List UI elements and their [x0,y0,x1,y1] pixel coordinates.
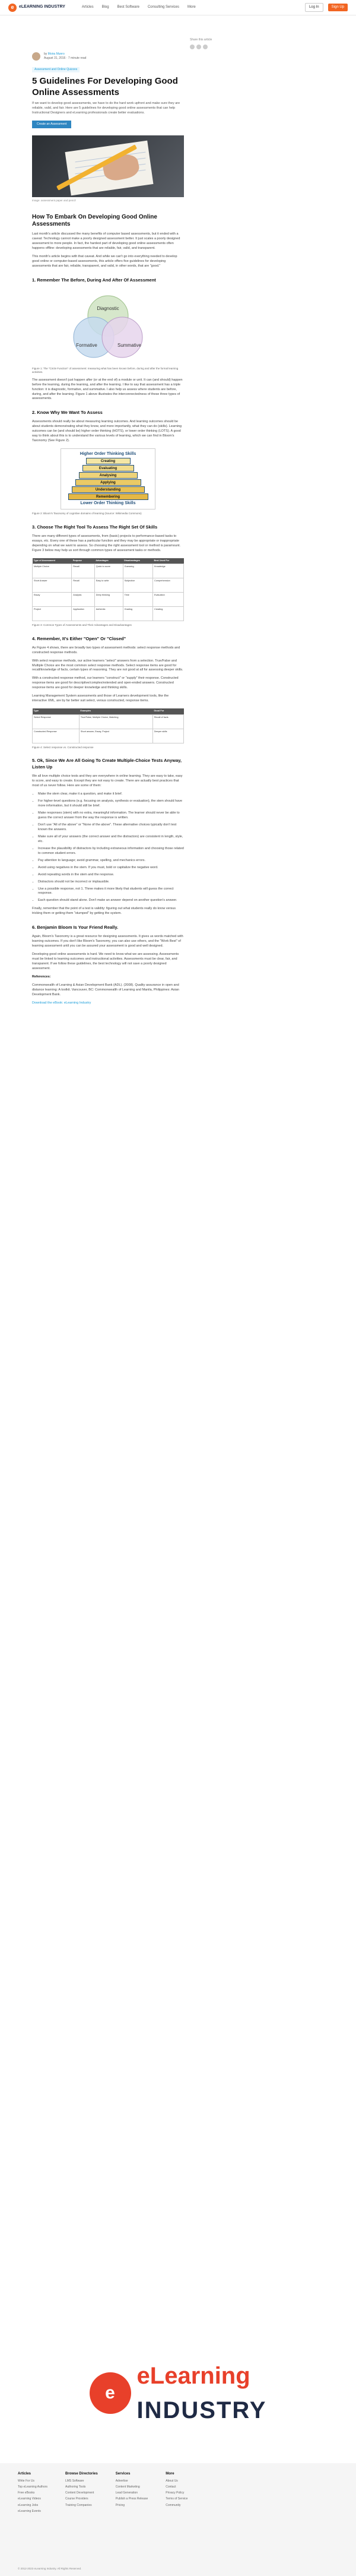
table-cell: Essay [33,593,72,607]
footer-link[interactable]: Community [166,2503,181,2507]
table-cell: Guessing [123,564,152,578]
guideline-4-heading: 4. Remember, It's Either "Open" Or "Closed" [32,635,126,641]
section-paragraph: As Figure 4 shows, there are broadly two types of assessment methods: select response methods and constructed response methods. [32,645,180,654]
footer-link[interactable]: Content Marketing [115,2485,140,2489]
copyright: © 2012-2023 eLearning Industry. All Rights Reserved. [18,2567,82,2571]
facebook-icon[interactable] [190,45,195,49]
twitter-icon[interactable] [196,45,201,49]
footer-col [116,2471,148,2568]
table-cell: Evaluation [152,593,183,607]
nav-item-more[interactable]: More [187,5,196,10]
table-row [33,593,184,607]
list-item: • Make responses (stem) with no extra, meaningful information. The learner should never be able to guess the correct answer from the way the response is written. [38,811,184,821]
table-cell: Short answer, Essay, Project [79,729,152,743]
list-item: • Distractors should not be incorrect or implausible. [38,880,184,885]
footer-link[interactable]: eLearning Jobs [18,2503,39,2507]
table-row [33,564,184,578]
share-icons [190,45,225,49]
footer-link[interactable]: eLearning Videos [18,2497,41,2501]
table-header: Best Used For [152,558,183,564]
section-paragraph: Again, Bloom's Taxonomy is a great resource for designing assessments. It gives us words matched with learning outcomes. If you don't like Bloom's Taxonomy, you can also use others, and the "Work Best" of learning assessment until you can be assured your assessment is good and well designed. [32,935,183,948]
footer-col-title: Articles [18,2472,31,2476]
publish-date: August 31, 2016 [44,56,66,61]
hero-credit: Image: assessment paper and pencil [32,199,76,202]
blooms-pyramid [61,448,155,509]
list-item: • Use a possible response, not 1. Three makes it more likely that students will guess the correct response. [38,887,184,897]
cta-button[interactable]: Create an Assessment [32,121,71,128]
logo-mark-icon: e [8,4,17,12]
footer-link[interactable]: Lead Generation [115,2491,138,2495]
top-navbar [0,0,356,15]
pyramid-bottom-label: Lower Order Thinking Skills [80,501,136,506]
footer-link[interactable]: Contact [166,2485,176,2489]
assessment-types-table [32,558,184,622]
author-name[interactable]: Moira Munro [47,52,65,56]
table-header: Advantages [94,558,123,564]
footer-link[interactable]: Top eLearning Authors [18,2485,48,2489]
table-cell: Multiple Choice [33,564,72,578]
table-cell: Recall of facts [152,714,183,729]
list-item: • Avoid using negatives in the stem. If you must, bold or capitalize the negative word. [38,866,184,871]
table-header: Type of Assessment [33,558,72,564]
list-item: • Avoid repeating words in the stem and the response. [38,873,184,878]
login-button[interactable]: Log In [305,3,323,12]
nav-item-articles[interactable]: Articles [81,5,94,10]
table-header-row [33,558,184,564]
section-paragraph: Developing good online assessments is hard. We need to know what we are assessing. Assessments must be linked to learning outcomes and instructional activities. Assessments must be clear, fair, and transparent. If we follow these guidelines, the best technology will not save a poorly designed assessment. [32,952,179,971]
level-applying: Applying [75,479,141,486]
logo-text: eLEARNING INDUSTRY [19,5,65,10]
response-types-table [32,708,184,743]
footer-link[interactable]: About Us [166,2479,178,2483]
hero-image [32,135,184,197]
table-header: Purpose [72,558,95,564]
footer-link[interactable]: Authoring Tools [65,2485,86,2489]
figure-caption: Figure 4: Select response vs. Constructed response [32,745,94,749]
section-paragraph: With select response methods, our active learners "select" answers from a selection. True/False and Multiple Choice are the most common select response methods. Select response items are good for recall/knowledge of facts, certain types of reasoning. They are not good at all for assessing deeper skills. [32,659,183,672]
read-time: 7 minute read [68,56,87,61]
table-header: Disadvantages [123,558,152,564]
summative-circle [102,317,142,357]
signup-button[interactable]: Sign Up [328,4,348,11]
level-analysing: Analysing [79,472,138,479]
author-by: by [44,52,47,56]
footer-link[interactable]: Content Development [65,2491,94,2495]
list-item: • For higher-level questions (e.g. focusing on analysis, synthesis or evaluation), the stem should have more information, but it should still be brief. [38,799,184,809]
figure-caption: Figure 1: The "Circle Function" of assessment: measuring what has been known before, during and after the formal learning activities. [32,366,179,374]
level-evaluating: Evaluating [82,465,134,471]
guideline-2-heading: 2. Know Why We Want To Assess [32,410,103,416]
table-cell: Subjective [123,578,152,593]
table-cell: Select Response [33,714,80,729]
table-row [33,714,184,729]
footer-link[interactable]: Free eBooks [18,2491,35,2495]
section-paragraph: Finally, remember that the point of a test is validity: figuring out what students really do know versus tricking them or getting them "stumped" by getting the system. [32,907,176,916]
page-title: 5 Guidelines For Developing Good Online Assessments [32,75,178,97]
footer-wordmark-line1: eLearning [136,2363,250,2389]
site-logo[interactable] [8,4,65,12]
footer-link[interactable]: Course Providers [65,2497,88,2501]
table-cell: Authentic [94,607,123,621]
footer-col-title: More [166,2472,174,2476]
list-item: • Don't use "All of the above" or "None of the above". These alternative choices typically don't test known the answers. [38,823,184,833]
list-item: • Increase the plausibility of distractors by including extraneous information and choosing those related to common student errors. [38,847,184,856]
category-tag[interactable]: Assessment and Online Quizzes [32,67,80,72]
table-header-row [33,708,184,714]
nav-item-software[interactable]: Best Software [117,5,139,10]
ebook-link[interactable]: Download the eBook: eLearning Industry [32,1001,91,1005]
table-header: Type [33,708,80,714]
table-cell: True/False, Multiple Choice, Matching [79,714,152,729]
guideline-5-heading: 5. Ok, Since We Are All Going To Create Multiple-Choice Tests Anyway, Listen Up [32,758,182,770]
section-paragraph: Last month's article discussed the many benefits of computer based assessments, but it ended with a caveat: Technology cannot make a poorly designed assessment better. It just scales a poorly designed assessment to more people. In fact, the hardest part of developing good online assessments often happens offline: developing assessments that are reliable, fair, valid, and transparent. [32,232,180,250]
section-paragraph: The assessment doesn't just happen after (or at the end of) a module or unit. It can (and should) happen before the learning, during the learning, and after the learning. I like to say that assessment has a triple function: it is diagnostic, formative, and summative. I also help us assess where students are before, during, and after the learning. Figure 1 above illustrates the interconnectedness of these three types of assessments. [32,378,183,401]
table-cell: Creating [152,607,183,621]
footer-wordmark [137,2359,267,2428]
avatar[interactable] [32,52,40,61]
article [32,52,184,1006]
guideline-6-heading: 6. Benjamin Bloom Is Your Friend Really. [32,925,119,931]
figure-caption: Figure 2: Bloom's Taxonomy of cognitive domains of learning (Source: Wikimedia Commons) [32,512,142,515]
guideline-1-heading: 1. Remember The Before, During And After Of Assessment [32,277,156,283]
footer-link[interactable]: Terms of Service [166,2497,188,2501]
footer-link[interactable]: Pricing [115,2503,125,2507]
main-nav [82,5,196,10]
table-cell: Time [123,593,152,607]
section-paragraph: Learning Management System assessments and those of Learners development tools, like the interactive XML, are by far better suit select, versus constructed, response items. [32,694,169,703]
footer-brand-wrap [0,2357,356,2429]
guideline-3-heading: 3. Choose The Right Tool To Assess The Right Set Of Skills [32,524,158,530]
footer-link[interactable]: Publish a Press Release [115,2497,148,2501]
label-summative: Summative [117,342,142,348]
section-paragraph: With a constructed response method, our learners "construct" or "supply" their response. Constructed response items are good for descriptive/complex/extended and open-ended answers. Constructed response items are good for deeper knowledge and thinking skills. [32,676,179,690]
venn-svg [32,289,184,365]
table-cell: Constructed Response [33,729,80,743]
nav-item-blog[interactable]: Blog [101,5,109,10]
footer-col-title: Browse Directories [65,2472,98,2476]
footer-col-title: Services [115,2472,131,2476]
table-cell: Deep thinking [94,593,123,607]
table-row [33,578,184,593]
section-heading: How To Embark On Developing Good Online Assessments [32,213,157,228]
references-heading: References: [32,975,51,979]
reference-item: Commonwealth of Learning & Asian Development Bank (ADL). (2008). Quality assurance in open and distance learning: A toolkit. Vancouver, BC: Commonwealth of Learning and Manila, Philippines: Asian Development Bank. [32,983,179,996]
table-cell: Knowledge [152,564,183,578]
table-cell: Analysis [72,593,95,607]
table-cell: Recall [72,578,95,593]
table-cell: Grading [123,607,152,621]
level-remembering: Remembering [68,493,148,500]
figure-caption: Figure 3: Common Types of Assessments and Their Advantages and Disadvantages [32,624,132,627]
share-title: Share this article [190,38,212,42]
label-formative: Formative [76,342,97,348]
author-block [32,52,184,61]
section-paragraph: This month's article begins with that caveat. And while we can't go into everything needed to develop good online or computer-based assessments, this article offers five guidelines for developing assessments that are fair, reliable, transparent, and valid, in other words, that are "good." [32,254,177,268]
nav-right [305,3,348,12]
footer-link[interactable]: LMS Software [65,2479,84,2483]
nav-item-consulting[interactable]: Consulting Services [147,5,179,10]
level-understanding: Understanding [72,486,145,493]
footer-col [65,2471,98,2568]
table-cell: Recall [72,564,95,578]
intro-text: If we want to develop good assessments, we have to do the hard work upfront and make sure they are reliable, valid, and fair. Here are 5 guidelines for developing good online assessments that can help Instructional Designers and eLearning professionals create better evaluations. [32,102,180,115]
label-diagnostic: Diagnostic [97,305,119,311]
list-item: • Each question should stand alone. Don't make an answer depend on another question's answer. [38,898,184,903]
section-paragraph: Assessments should really be about measuring learning outcomes. And learning outcomes should be about students demonstrating what they know, and more importantly, what they can do (skills). Learning outcomes can be (and should be) higher order thinking (HOTS), or lower order thinking (LOTS). A good way to think about this is to understand the various levels of learning, which we can find in Bloom's Taxonomy (See Figure 2). [32,420,182,443]
assessment-cycle-diagram [32,289,184,365]
footer-link[interactable]: Privacy Policy [166,2491,185,2495]
list-item: • Pay attention to language; avoid grammar, spelling, and mechanics errors. [38,859,184,863]
section-paragraph: There are many different types of assessments, from (basic) projects to performance-based tasks to essays, etc. Every one of these has a particular function and they may be appropriate or inappropriate depending on what we want to assess. So choosing the right assessment tool or method is paramount. Figure 3 below may help us sort through common types of assessment tasks or methods. [32,534,181,552]
list-item: • Make the stem clear, make it a question, and make it brief. [38,792,184,797]
tips-list [32,792,184,903]
footer-link[interactable]: Advertise [115,2479,128,2483]
footer-link[interactable]: Write For Us [18,2479,34,2483]
table-cell: Short Answer [33,578,72,593]
author-meta: by Moira Munro August 31, 2016 · 7 minute read [44,52,87,61]
footer-col [166,2471,187,2568]
footer-wordmark-line2: INDUSTRY [136,2397,267,2423]
section-paragraph: We all love multiple choice tests and they are everywhere in online learning. They are easy to take, easy to score, and easy to create. Except they are not easy to create. There are actually best practices that most of us never follow. Here are some of them: [32,774,183,787]
table-cell: Deeper skills [152,729,183,743]
table-header: Good For [152,708,183,714]
list-item: • Make sure all of your answers (the correct answer and the distractors) are consistent in length, style, etc. [38,835,184,844]
footer-link[interactable]: eLearning Events [18,2509,41,2513]
table-cell: Easy to write [94,578,123,593]
table-cell: Comprehension [152,578,183,593]
footer-logo-icon: e [90,2372,131,2414]
pyramid-top-label: Higher Order Thinking Skills [80,452,136,457]
table-cell: Project [33,607,72,621]
table-row [33,729,184,743]
level-creating: Creating [86,458,131,464]
share-box [190,38,225,49]
table-cell: Application [72,607,95,621]
footer-brand [0,2357,356,2429]
site-footer [0,2463,356,2576]
table-cell: Quick to score [94,564,123,578]
table-header: Examples [79,708,152,714]
footer-col [18,2471,47,2568]
linkedin-icon[interactable] [203,45,208,49]
footer-link[interactable]: Training Companies [65,2503,92,2507]
table-row [33,607,184,621]
